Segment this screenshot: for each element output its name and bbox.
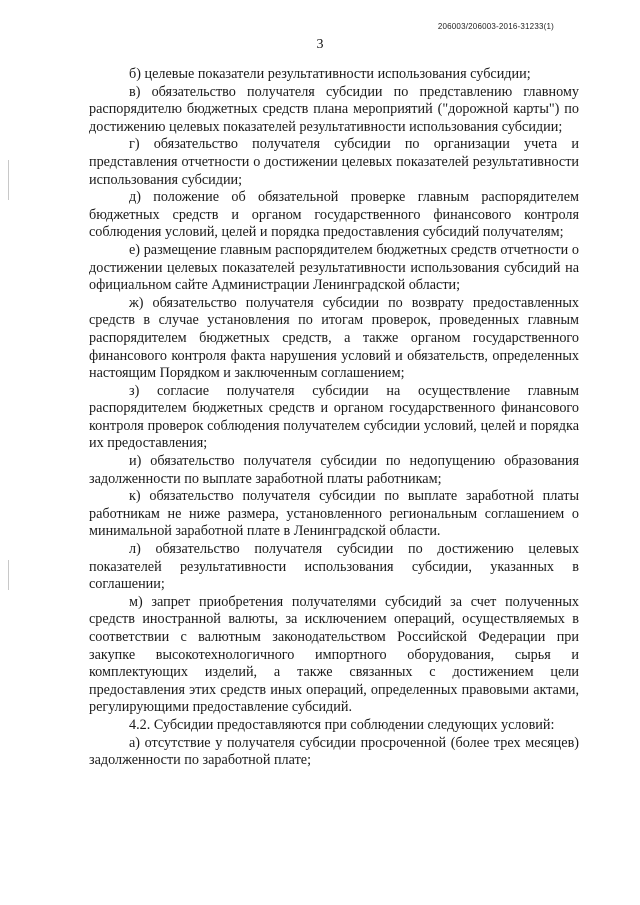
paragraph-k: к) обязательство получателя субсидии по выплате заработной платы работникам не ниже размера, установленного региональным соглашением о минимальной заработной плате в Ленинградской области. — [89, 488, 579, 540]
page-number: 3 — [316, 37, 324, 52]
paragraph-d: д) положение об обязательной проверке главным распорядителем бюджетных средств и органом государственного финансового контроля соблюдения условий, целей и порядка предоставления субсидий получателям; — [89, 189, 579, 241]
paragraph-z: з) согласие получателя субсидии на осуществление главным распорядителем бюджетных средств и органом государственного финансового контроля проверок соблюдения получателем субсидии условий, целей и порядка их предоставления; — [89, 382, 579, 452]
paragraph-zh: ж) обязательство получателя субсидии по возврату предоставленных средств в случае установления по итогам проверок, проведенных главным распорядителем бюджетных средств, а также органом государственного финансового контроля факта нарушения условий и обязательств, определенных настоящим Порядком и заключенным соглашением; — [89, 294, 579, 382]
paragraph-l: л) обязательство получателя субсидии по достижению целевых показателей результативности использования субсидии, указанных в соглашении; — [89, 541, 579, 593]
scan-margin-mark — [8, 160, 9, 200]
paragraph-e: е) размещение главным распорядителем бюджетных средств отчетности о достижении целевых показателей результативности использования субсидий на официальном сайте Администрации Ленинградской области; — [89, 241, 579, 294]
paragraph-i: и) обязательство получателя субсидии по недопущению образования задолженности по выплате заработной платы работникам; — [89, 453, 579, 487]
paragraph-b: б) целевые показатели результативности использования субсидии; — [129, 66, 531, 82]
document-id: 206003/206003-2016-31233(1) — [437, 22, 554, 31]
paragraph-g: г) обязательство получателя субсидии по организации учета и представления отчетности о достижении целевых показателей результативности использования субсидии; — [89, 136, 579, 188]
section-4-2-heading: 4.2. Субсидии предоставляются при соблюдении следующих условий: — [129, 716, 555, 733]
document-body — [89, 66, 579, 770]
scan-margin-mark — [8, 560, 9, 590]
paragraph-m: м) запрет приобретения получателями субсидий за счет полученных средств иностранной валюты, за исключением операций, осуществляемых в соответствии с валютным законодательством Российской Федерации при закупке высокотехнологичного импортного оборудования, сырья и комплектующих изделий, а также связанных с достижением цели предоставления этих средств иных операций, определенных правовыми актами, регулирующими предоставление субсидий. — [89, 593, 579, 716]
paragraph-4-2-a: а) отсутствие у получателя субсидии просроченной (более трех месяцев) задолженности по заработной плате; — [89, 734, 579, 769]
paragraph-v: в) обязательство получателя субсидии по представлению главному распорядителю бюджетных средств плана мероприятий ("дорожной карты") по достижению целевых показателей результативности использования субсидии; — [89, 83, 579, 135]
